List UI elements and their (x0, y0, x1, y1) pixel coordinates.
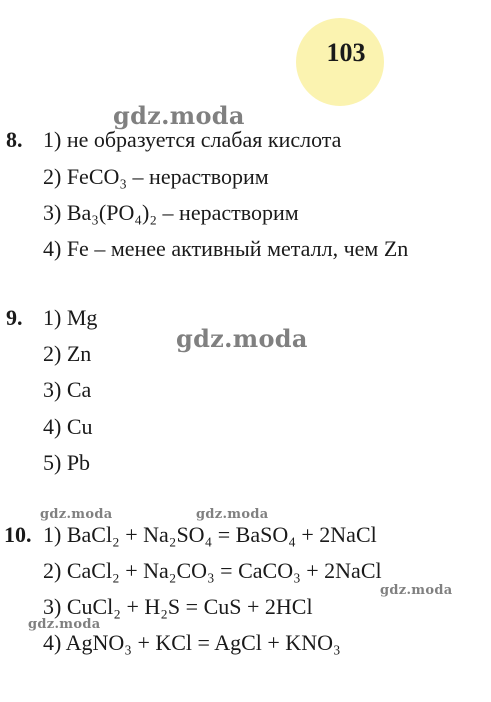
watermark: gdz.moda (113, 101, 245, 130)
answer-line: 1) не образуется слабая кислота (43, 127, 342, 152)
answer-line: 3) Ca (43, 377, 92, 402)
watermark: gdz.moda (28, 617, 101, 632)
answer-line: 4) Cu (43, 414, 93, 439)
watermark: gdz.moda (380, 583, 453, 598)
watermark: gdz.moda (176, 324, 308, 353)
page-number: 103 (326, 38, 366, 67)
answer-line: 1) Mg (43, 305, 98, 330)
task-number: 8. (6, 127, 23, 152)
watermark: gdz.moda (40, 507, 113, 522)
equation-line: 3) CuCl₂ + H₂S = CuS + 2HCl (43, 594, 313, 619)
equation-line: 4) AgNO₃ + KCl = AgCl + KNO₃ (43, 630, 341, 655)
equation-line: 2) CaCl₂ + Na₂CO₃ = CaCO₃ + 2NaCl (43, 558, 382, 583)
answer-line: 3) Ba₃(PO₄)₂ – нерастворим (43, 200, 299, 225)
watermark: gdz.moda (196, 507, 269, 522)
task-number: 9. (6, 305, 23, 330)
answer-line: 2) Zn (43, 341, 92, 366)
task-number: 10. (4, 522, 32, 547)
answer-line: 4) Fe – менее активный металл, чем Zn (43, 236, 409, 261)
answer-line: 2) FeCO₃ – нерастворим (43, 164, 269, 189)
answer-line: 5) Pb (43, 450, 91, 475)
equation-line: 1) BaCl₂ + Na₂SO₄ = BaSO₄ + 2NaCl (43, 522, 377, 547)
